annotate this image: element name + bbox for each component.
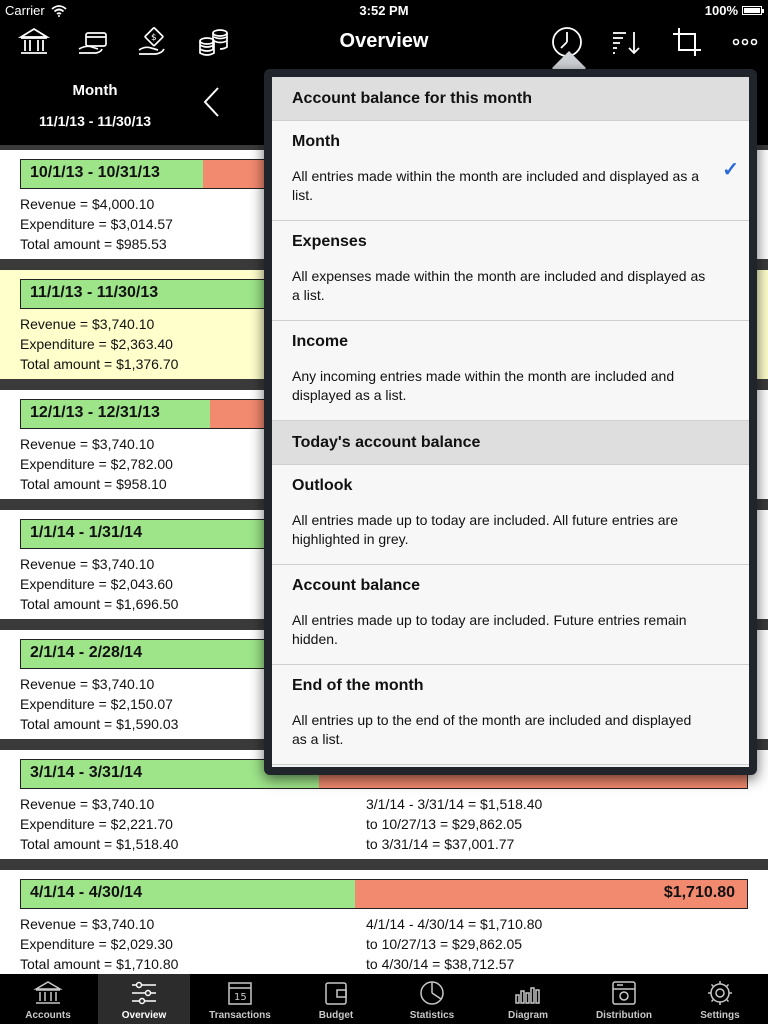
hand-money-icon[interactable]	[136, 25, 170, 59]
option-title: Expenses	[292, 233, 367, 250]
expenditure-line: Expenditure = $2,150.07	[20, 696, 173, 712]
total-line: Total amount = $958.10	[20, 476, 167, 492]
battery-percent: 100%	[704, 3, 738, 18]
period-balance-line: 3/1/14 - 3/31/14 = $1,518.40	[366, 796, 543, 812]
tab-distribution[interactable]	[578, 974, 670, 1024]
tab-label: Statistics	[409, 1010, 455, 1021]
bar-chart-icon	[513, 979, 543, 1007]
option-description: All entries up to the end of the month are included and displayed as a list.	[292, 712, 692, 747]
revenue-line: Revenue = $3,740.10	[20, 556, 155, 572]
option-title: Outlook	[292, 477, 353, 494]
period-range: 12/1/13 - 12/31/13	[30, 404, 160, 421]
balance-to-date-line: to 10/27/13 = $29,862.05	[366, 816, 523, 832]
option-income[interactable]	[272, 321, 749, 421]
total-line: Total amount = $1,696.50	[20, 596, 179, 612]
tab-transactions[interactable]	[194, 974, 286, 1024]
more-icon[interactable]	[728, 25, 762, 59]
expenditure-line: Expenditure = $2,043.60	[20, 576, 173, 592]
option-end-of-month[interactable]	[272, 665, 749, 765]
card-payment-icon[interactable]	[76, 25, 110, 59]
tab-diagram[interactable]	[482, 974, 574, 1024]
carrier-label: Carrier	[5, 3, 45, 18]
tab-label: Accounts	[25, 1010, 71, 1021]
section-header: Account balance for this month	[272, 77, 749, 121]
revenue-line: Revenue = $3,740.10	[20, 916, 155, 932]
period-range: 11/1/13 - 11/30/13	[30, 284, 159, 301]
expenditure-line: Expenditure = $3,014.57	[20, 216, 173, 232]
tab-label: Diagram	[507, 1010, 548, 1021]
tab-label: Distribution	[595, 1010, 653, 1021]
expenditure-line: Expenditure = $2,029.30	[20, 936, 173, 952]
option-description: All expenses made within the month are included and displayed as a list.	[292, 268, 706, 303]
cumulative-balance-line: to 4/30/14 = $38,712.57	[366, 956, 515, 972]
pie-chart-icon	[417, 979, 447, 1007]
checkmark-icon: ✓	[722, 159, 739, 181]
svg-text:$: $	[151, 33, 157, 43]
period-balance-line: 4/1/14 - 4/30/14 = $1,710.80	[366, 916, 543, 932]
revenue-line: Revenue = $3,740.10	[20, 676, 155, 692]
expenditure-line: Expenditure = $2,363.40	[20, 336, 173, 352]
option-description: All entries made within the month are included and displayed as a list.	[292, 168, 700, 203]
option-title: End of the month	[292, 677, 424, 694]
calendar-icon	[225, 979, 255, 1007]
cash-register-icon	[609, 979, 639, 1007]
coins-stack-icon[interactable]	[196, 25, 230, 59]
option-description: All entries made up to today are included. Future entries remain hidden.	[292, 612, 687, 647]
tab-accounts[interactable]	[2, 974, 94, 1024]
option-description: All entries made up to today are included. All future entries are highlighted in grey.	[292, 512, 678, 547]
battery-icon	[742, 6, 762, 15]
sliders-icon	[129, 979, 159, 1007]
status-time: 3:52 PM	[359, 3, 409, 18]
tab-label: Transactions	[209, 1010, 271, 1021]
option-outlook[interactable]	[272, 465, 749, 565]
sort-icon[interactable]	[610, 25, 644, 59]
cumulative-balance-line: to 3/31/14 = $37,001.77	[366, 836, 515, 852]
option-description: Any incoming entries made within the month are included and displayed as a list.	[292, 368, 675, 403]
tab-settings[interactable]	[674, 974, 766, 1024]
balance-to-date-line: to 10/27/13 = $29,862.05	[366, 936, 523, 952]
option-expenses[interactable]	[272, 221, 749, 321]
option-title: Account balance	[292, 577, 421, 594]
nav-bar	[0, 20, 768, 65]
tab-budget[interactable]	[290, 974, 382, 1024]
crop-icon[interactable]	[670, 25, 704, 59]
option-account-balance[interactable]	[272, 565, 749, 665]
page-title: Overview	[339, 30, 429, 52]
period-range: 10/1/13 - 10/31/13	[30, 164, 160, 181]
option-month[interactable]	[272, 121, 749, 221]
tab-bar	[0, 974, 768, 1024]
balance-bar	[20, 879, 748, 909]
period-range: 3/1/14 - 3/31/14	[30, 764, 143, 781]
period-range: 4/1/14 - 4/30/14	[30, 884, 143, 901]
bank-icon[interactable]	[17, 25, 51, 59]
period-amount: $1,710.80	[663, 884, 735, 901]
period-range-label: 11/1/13 - 11/30/13	[38, 113, 152, 129]
status-bar	[0, 0, 768, 20]
total-line: Total amount = $985.53	[20, 236, 167, 252]
tab-label: Settings	[700, 1010, 740, 1021]
section-header: Today's account balance	[272, 421, 749, 465]
revenue-line: Revenue = $3,740.10	[20, 796, 155, 812]
tab-statistics[interactable]	[386, 974, 478, 1024]
expenditure-line: Expenditure = $2,221.70	[20, 816, 173, 832]
tab-overview[interactable]	[98, 974, 190, 1024]
option-title: Income	[292, 333, 349, 350]
total-line: Total amount = $1,590.03	[20, 716, 179, 732]
tab-label: Overview	[121, 1010, 167, 1021]
svg-text:15: 15	[234, 992, 247, 1003]
period-card[interactable]	[0, 870, 768, 974]
popover-content	[272, 77, 749, 767]
period-type-label: Month	[72, 82, 118, 99]
bank-icon	[33, 979, 63, 1007]
period-range: 2/1/14 - 2/28/14	[30, 644, 143, 661]
revenue-line: Revenue = $4,000.10	[20, 196, 155, 212]
option-title: Month	[292, 133, 340, 150]
revenue-line: Revenue = $3,740.10	[20, 316, 155, 332]
total-line: Total amount = $1,376.70	[20, 356, 179, 372]
total-line: Total amount = $1,710.80	[20, 956, 179, 972]
tab-label: Budget	[318, 1010, 354, 1021]
gear-icon	[705, 979, 735, 1007]
chevron-left-icon[interactable]	[198, 85, 226, 119]
period-range: 1/1/14 - 1/31/14	[30, 524, 143, 541]
balance-mode-popover	[264, 69, 757, 775]
expenditure-line: Expenditure = $2,782.00	[20, 456, 173, 472]
total-line: Total amount = $1,518.40	[20, 836, 179, 852]
revenue-line: Revenue = $3,740.10	[20, 436, 155, 452]
wallet-icon	[321, 979, 351, 1007]
